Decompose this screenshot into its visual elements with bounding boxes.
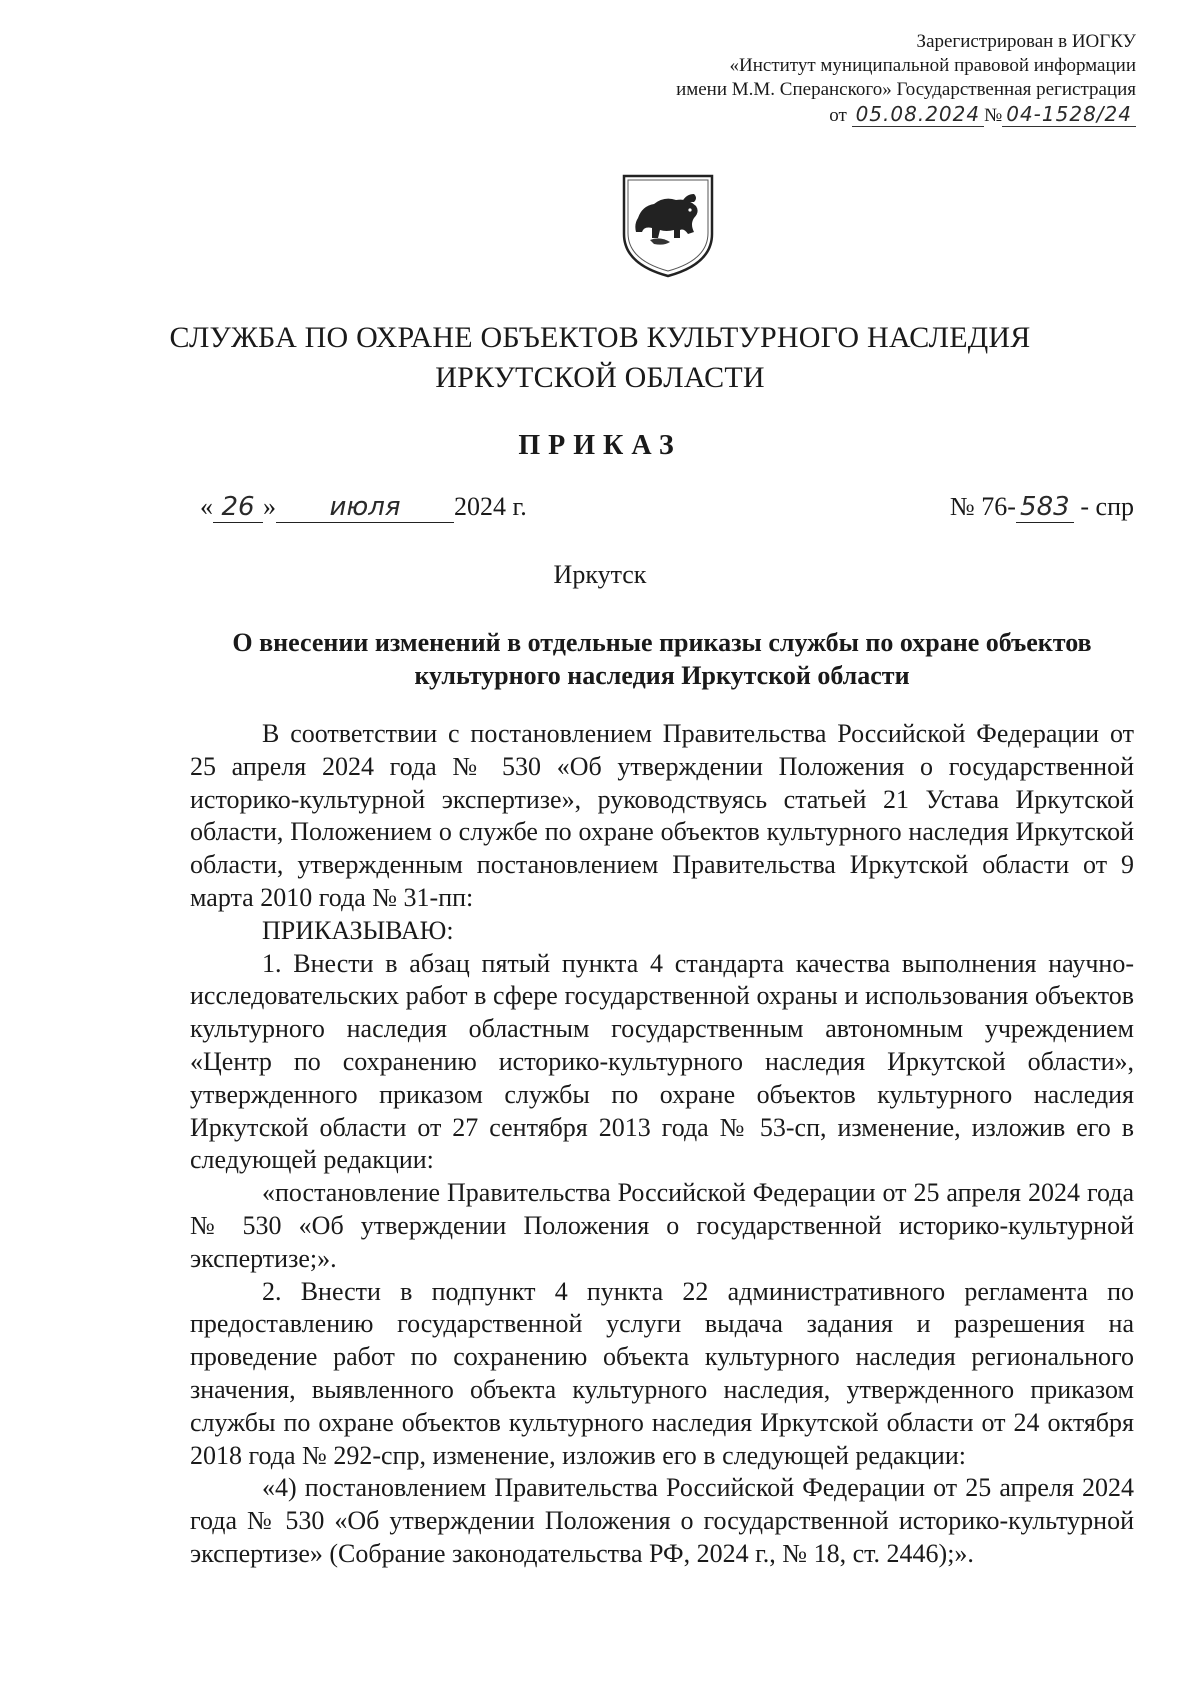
order-number-value: 583 [1016, 492, 1074, 523]
organization-line-2: ИРКУТСКОЙ ОБЛАСТИ [435, 361, 765, 394]
document-type: ПРИКАЗ [518, 430, 682, 461]
paragraph-preamble: В соответствии с постановлением Правительства Российской Федерации от 25 апреля 2024 года № 530 «Об утверждении Положения о государственной историко-культурной экспертизе», руководствуясь статьей 21 Устава Иркутской области, Положением о службе по охране объектов культурного наследия Иркутской области, утвержденным постановлением Правительства Иркутской области от 9 марта 2010 года № 31-пп: [190, 719, 1134, 912]
stamp-line-2: «Институт муниципальной правовой информации [729, 55, 1136, 76]
stamp-line-1: Зарегистрирован в ИОГКУ [916, 31, 1136, 52]
irkutsk-coat-of-arms-icon [620, 172, 716, 280]
order-number [950, 492, 1134, 523]
registration-stamp [616, 30, 1136, 128]
organization-name [0, 318, 1200, 398]
organization-line-1: СЛУЖБА ПО ОХРАНЕ ОБЪЕКТОВ КУЛЬТУРНОГО НАСЛЕДИЯ [169, 321, 1031, 354]
paragraph-item-2: 2. Внести в подпункт 4 пункта 22 административного регламента по предоставлению государственной услуги выдача задания и разрешения на проведение работ по сохранению объекта культурного наследия регионального значения, выявленного объекта культурного наследия, утвержденного приказом службы по охране объектов культурного наследия Иркутской области от 24 октября 2018 года № 292-спр, изменение, изложив его в следующей редакции: [190, 1276, 1134, 1470]
stamp-from-label: от [829, 105, 847, 126]
date-close-quote: » [263, 492, 276, 521]
stamp-reg-number: 04-1528/24 [1002, 102, 1136, 127]
date-open-quote: « [200, 492, 213, 521]
paragraph-item-2-text: «4) постановлением Правительства Российской Федерации от 25 апреля 2024 года № 530 «Об утверждении Положения о государственной историко-культурной экспертизе» (Собрание законодательства РФ, 2024 г., № 18, ст. 2446);». [190, 1473, 1134, 1568]
city-name: Иркутск [553, 560, 647, 589]
order-number-prefix: № 76- [949, 492, 1016, 521]
stamp-line-3: имени М.М. Сперанского» Государственная регистрация [676, 79, 1136, 100]
document-title: О внесении изменений в отдельные приказы службы по охране объектов культурного наследия Иркутской области [232, 628, 1092, 690]
date-number-row [200, 492, 1134, 532]
paragraph-order: ПРИКАЗЫВАЮ: [262, 915, 454, 945]
order-date [200, 492, 527, 523]
stamp-reg-date: 05.08.2024 [852, 102, 985, 127]
date-month: июля [276, 492, 454, 523]
order-number-suffix: - спр [1080, 492, 1134, 521]
stamp-no-label: № [984, 105, 1003, 126]
date-day: 26 [213, 492, 263, 523]
paragraph-item-1: 1. Внести в абзац пятый пункта 4 стандарта качества выполнения научно-исследовательских работ в сфере государственной охраны и использования объектов культурного наследия областным государственным автономным учреждением «Центр по сохранению историко-культурного наследия Иркутской области», утвержденного приказом службы по охране объектов культурного наследия Иркутской области от 27 сентября 2013 года № 53-сп, изменение, изложив его в следующей редакции: [190, 948, 1134, 1175]
document-body [190, 718, 1134, 1571]
paragraph-item-1-text: «постановление Правительства Российской Федерации от 25 апреля 2024 года № 530 «Об утверждении Положения о государственной историко-культурной экспертизе;». [190, 1178, 1134, 1273]
stamp-line-4 [616, 102, 1136, 128]
date-year: 2024 г. [454, 492, 527, 521]
